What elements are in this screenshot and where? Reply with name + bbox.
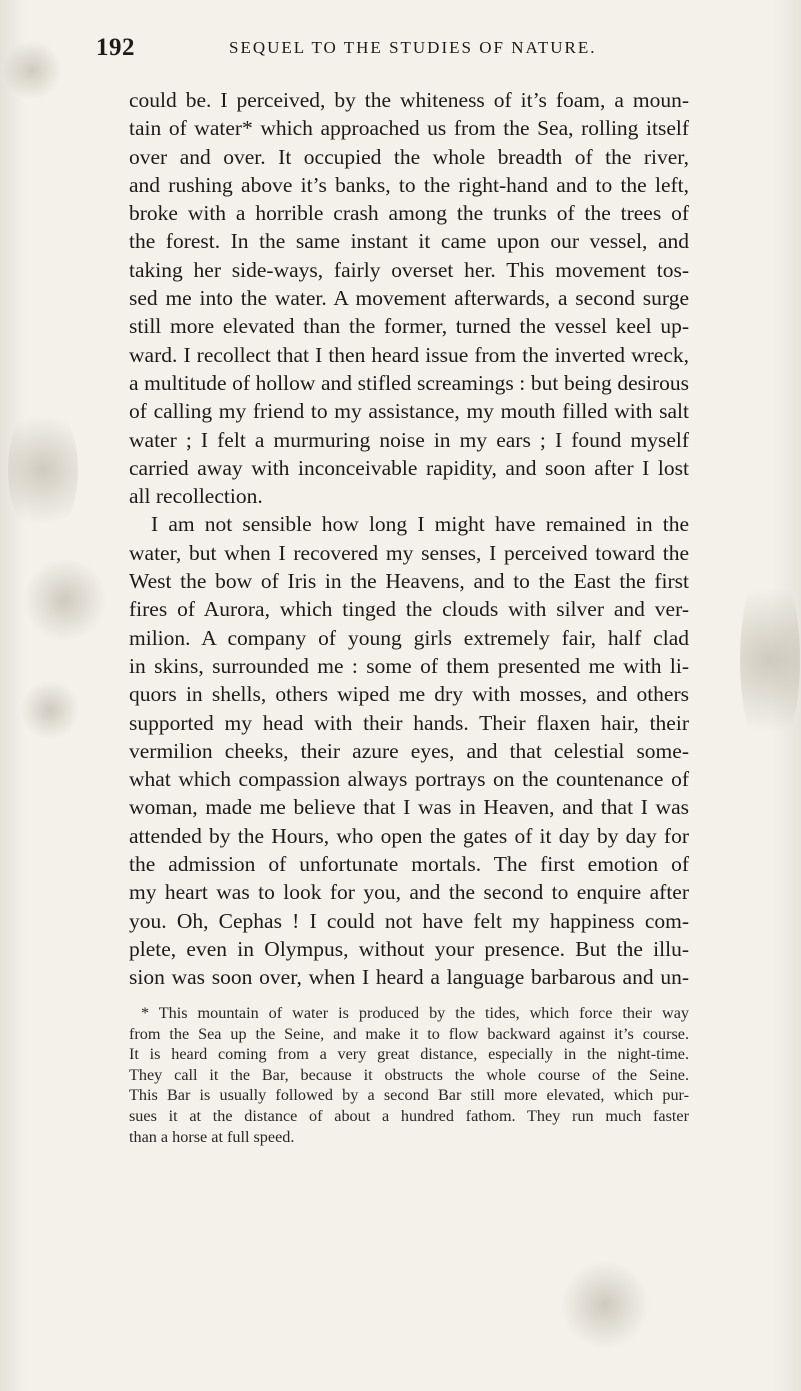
text-line: could be. I perceived, by the whiteness of it’s foam, a moun- [129, 88, 689, 112]
foxing-stain [20, 560, 110, 640]
footnote-line: They call it the Bar, because it obstructs the whole course of the Seine. [129, 1065, 689, 1084]
text-line: taking her side-ways, fairly overset her. This movement tos- [129, 257, 689, 282]
text-line: vermilion cheeks, their azure eyes, and that celestial some- [129, 738, 689, 763]
text-line: what which compassion always portrays on the countenance of [129, 767, 689, 792]
text-line: West the bow of Iris in the Heavens, and to the East the first [129, 569, 689, 594]
page-shadow-left [0, 0, 26, 1391]
text-line: fires of Aurora, which tinged the clouds with silver and ver- [129, 597, 689, 622]
body-text [129, 86, 689, 992]
foxing-stain [560, 1260, 650, 1350]
text-line: tain of water* which approached us from the Sea, rolling itself [129, 116, 689, 141]
text-line: supported my head with their hands. Their flaxen hair, their [129, 710, 689, 735]
foxing-stain [740, 560, 800, 760]
text-line: woman, made me believe that I was in Heaven, and that I was [129, 795, 689, 820]
text-line: milion. A company of young girls extremely fair, half clad [129, 625, 689, 650]
text-line: water ; I felt a murmuring noise in my ears ; I found myself [129, 427, 689, 452]
text-line: water, but when I recovered my senses, I perceived toward the [129, 540, 689, 565]
text-line: a multitude of hollow and stifled screamings : but being desirous [129, 370, 689, 395]
text-line: carried away with inconceivable rapidity, and soon after I lost [129, 455, 689, 480]
text-line: quors in shells, others wiped me dry with mosses, and others [129, 682, 689, 707]
text-line: my heart was to look for you, and the second to enquire after [129, 880, 689, 905]
footnote-line: than a horse at full speed. [129, 1127, 295, 1146]
text-line: all recollection. [129, 484, 263, 509]
text-line: ward. I recollect that I then heard issue from the inverted wreck, [129, 342, 689, 367]
footnote [129, 1003, 689, 1147]
text-line: over and over. It occupied the whole breadth of the river, [129, 144, 689, 169]
text-line: and rushing above it’s banks, to the right-hand and to the left, [129, 172, 689, 197]
text-line: the admission of unfortunate mortals. The first emotion of [129, 852, 689, 877]
text-line: attended by the Hours, who open the gates of it day by day for [129, 823, 689, 848]
footnote-line: This Bar is usually followed by a second Bar still more elevated, which pur- [129, 1086, 689, 1105]
text-line: plete, even in Olympus, without your presence. But the illu- [129, 936, 689, 961]
text-line: you. Oh, Cephas ! I could not have felt my happiness com- [129, 908, 689, 933]
foxing-stain [20, 680, 80, 740]
text-line: the forest. In the same instant it came upon our vessel, and [129, 229, 689, 254]
paragraph-start-line: I am not sensible how long I might have remained in the [151, 512, 689, 537]
text-line: in skins, surrounded me : some of them presented me with li- [129, 653, 689, 678]
running-head: SEQUEL TO THE STUDIES OF NATURE. [229, 38, 597, 57]
foxing-stain [8, 400, 78, 540]
footnote-line: from the Sea up the Seine, and make it to flow backward against it’s course. [129, 1024, 689, 1043]
footnote-line: * This mountain of water is produced by the tides, which force their way [141, 1004, 689, 1022]
footnote-line: sues it at the distance of about a hundred fathom. They run much faster [129, 1106, 689, 1125]
text-line: sed me into the water. A movement afterwards, a second surge [129, 286, 689, 311]
text-line: of calling my friend to my assistance, my mouth filled with salt [129, 399, 689, 424]
text-line: still more elevated than the former, turned the vessel keel up- [129, 314, 689, 339]
text-line: broke with a horrible crash among the trunks of the trees of [129, 201, 689, 226]
footnote-line: It is heard coming from a very great distance, especially in the night-time. [129, 1045, 689, 1064]
page-number: 192 [96, 34, 135, 61]
text-line: sion was soon over, when I heard a language barbarous and un- [129, 965, 689, 990]
page-header [96, 34, 696, 74]
foxing-stain [2, 40, 62, 100]
